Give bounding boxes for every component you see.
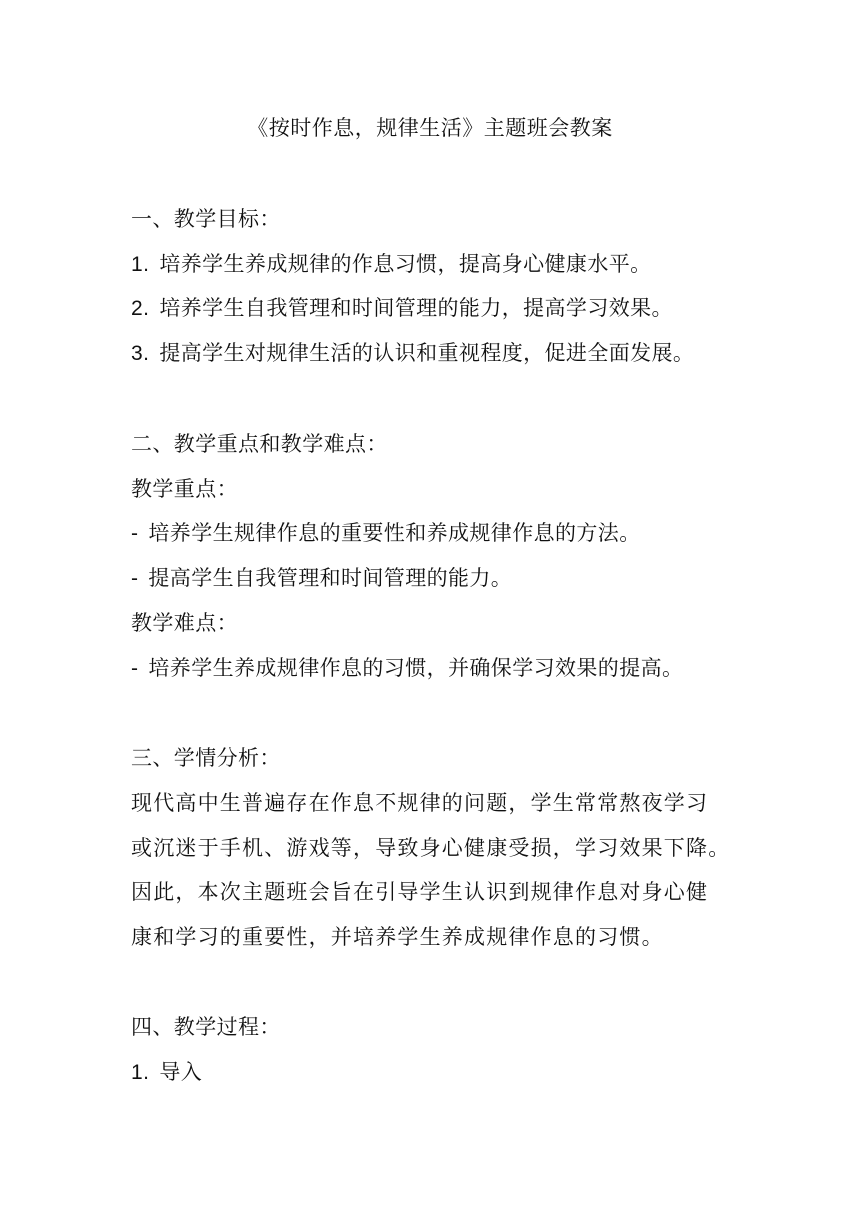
section-heading-analysis: 三、学情分析：	[131, 746, 281, 770]
difficulty-item-1	[131, 652, 751, 685]
item-text: 培养学生规律作息的重要性和养成规律作息的方法。	[148, 521, 641, 545]
bullet-dash: -	[131, 522, 139, 545]
item-text: 培养学生自我管理和时间管理的能力，提高学习效果。	[159, 296, 673, 320]
focus-label: 教学重点：	[131, 477, 238, 501]
bullet-dash: -	[131, 657, 139, 680]
focus-item-2	[131, 562, 751, 595]
analysis-line: 因此，本次主题班会旨在引导学生认识到规律作息对身心健	[131, 880, 709, 904]
item-text: 培养学生养成规律作息的习惯，并确保学习效果的提高。	[148, 656, 684, 680]
item-text: 培养学生养成规律的作息习惯，提高身心健康水平。	[159, 252, 652, 276]
section-heading-process: 四、教学过程：	[131, 1015, 281, 1039]
objective-item-1	[131, 248, 751, 281]
analysis-line: 现代高中生普遍存在作息不规律的问题，学生常常熬夜学习	[131, 791, 709, 815]
section-heading-objectives: 一、教学目标：	[131, 207, 281, 231]
item-text: 导入	[159, 1060, 203, 1084]
document-title: 《按时作息，规律生活》主题班会教案	[247, 116, 613, 140]
analysis-line: 或沉迷于手机、游戏等，导致身心健康受损，学习效果下降。	[131, 836, 731, 860]
objective-item-2	[131, 292, 751, 325]
section-heading-focus-difficulty: 二、教学重点和教学难点：	[131, 432, 388, 456]
difficulty-label: 教学难点：	[131, 611, 238, 635]
item-number: 1.	[131, 1061, 150, 1084]
bullet-dash: -	[131, 567, 139, 590]
analysis-line: 康和学习的重要性，并培养学生养成规律作息的习惯。	[131, 925, 664, 949]
process-item-1	[131, 1056, 751, 1089]
objective-item-3	[131, 337, 751, 370]
focus-item-1	[131, 517, 751, 550]
item-number: 2.	[131, 297, 150, 320]
item-number: 1.	[131, 253, 150, 276]
item-number: 3.	[131, 342, 150, 365]
item-text: 提高学生自我管理和时间管理的能力。	[148, 566, 513, 590]
item-text: 提高学生对规律生活的认识和重视程度，促进全面发展。	[159, 341, 695, 365]
